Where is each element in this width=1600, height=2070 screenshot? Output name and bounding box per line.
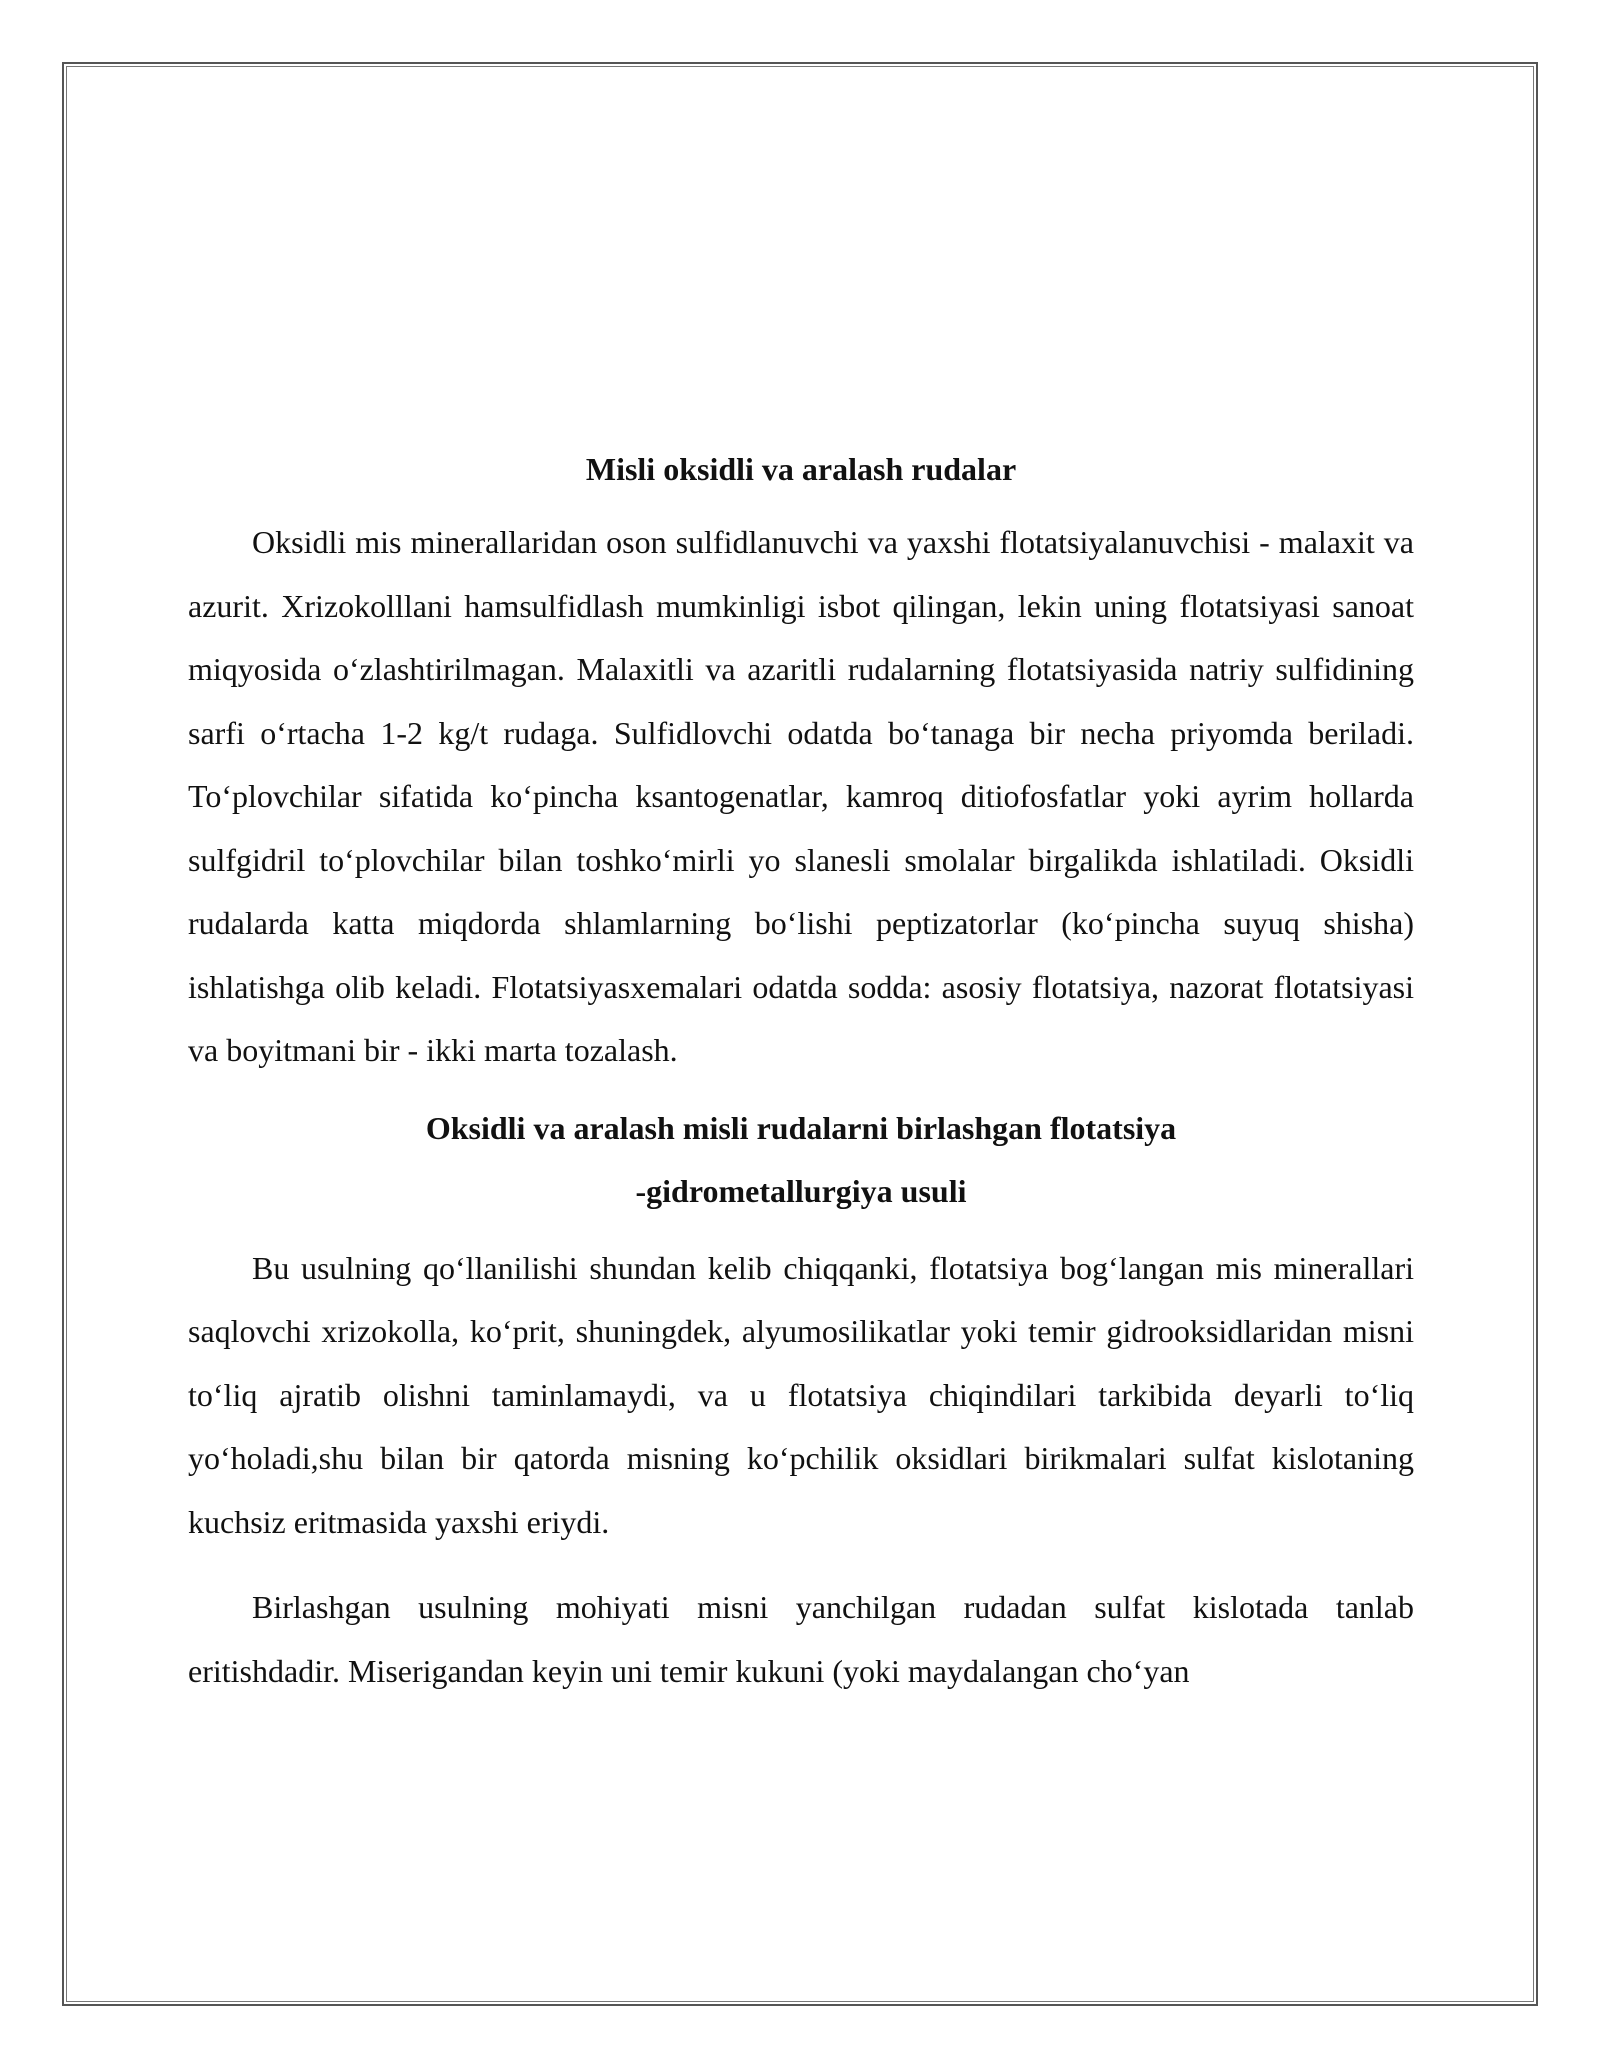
section-subtitle	[188, 1097, 1414, 1223]
subtitle-line-1: Oksidli va aralash misli rudalarni birlashgan flotatsiya	[425, 1109, 1177, 1146]
paragraph-2: Bu usulning qoʻllanilishi shundan kelib chiqqanki, flotatsiya bogʻlangan mis minerallari saqlovchi xrizokolla, koʻprit, shuningdek, alyumosilikatlar yoki temir gidrooksidlaridan misni toʻliq ajratib olishni taminlamaydi, va u flotatsiya chiqindilari tarkibida deyarli toʻliq yoʻholadi,shu bilan bir qatorda misning koʻpchilik oksidlari birikmalari sulfat kislotaning kuchsiz eritmasida yaxshi eriydi.	[188, 1249, 1414, 1540]
paragraph-3: Birlashgan usulning mohiyati misni yanchilgan rudadan sulfat kislotada tanlab eritishdadir. Miserigandan keyin uni temir kukuni (yoki maydalangan choʻyan	[188, 1589, 1414, 1689]
document-title: Misli oksidli va aralash rudalar	[585, 451, 1017, 487]
subtitle-line-2: -gidrometallurgiya usuli	[635, 1172, 967, 1209]
document-body	[188, 438, 1414, 1703]
paragraph-1: Oksidli mis minerallaridan oson sulfidlanuvchi va yaxshi flotatsiyalanuvchisi - malaxit va azurit. Xrizokolllani hamsulfidlash mumkinligi isbot qilingan, lekin uning flotatsiyasi sanoat miqyosida oʻzlashtirilmagan. Malaxitli va azaritli rudalarning flotatsiyasida natriy sulfidining sarfi oʻrtacha 1-2 kg/t rudaga. Sulfidlovchi odatda boʻtanaga bir necha priyomda beriladi. Toʻplovchilar sifatida koʻpincha ksantogenatlar, kamroq ditiofosfatlar yoki ayrim hollarda sulfgidril toʻplovchilar bilan toshkoʻmirli yo slanesli smolalar birgalikda ishlatiladi. Oksidli rudalarda katta miqdorda shlamlarning boʻlishi peptizatorlar (koʻpincha suyuq shisha) ishlatishga olib keladi. Flotatsiyasxemalari odatda sodda: asosiy flotatsiya, nazorat flotatsiyasi va boyitmani bir - ikki marta tozalash.	[188, 524, 1414, 1068]
